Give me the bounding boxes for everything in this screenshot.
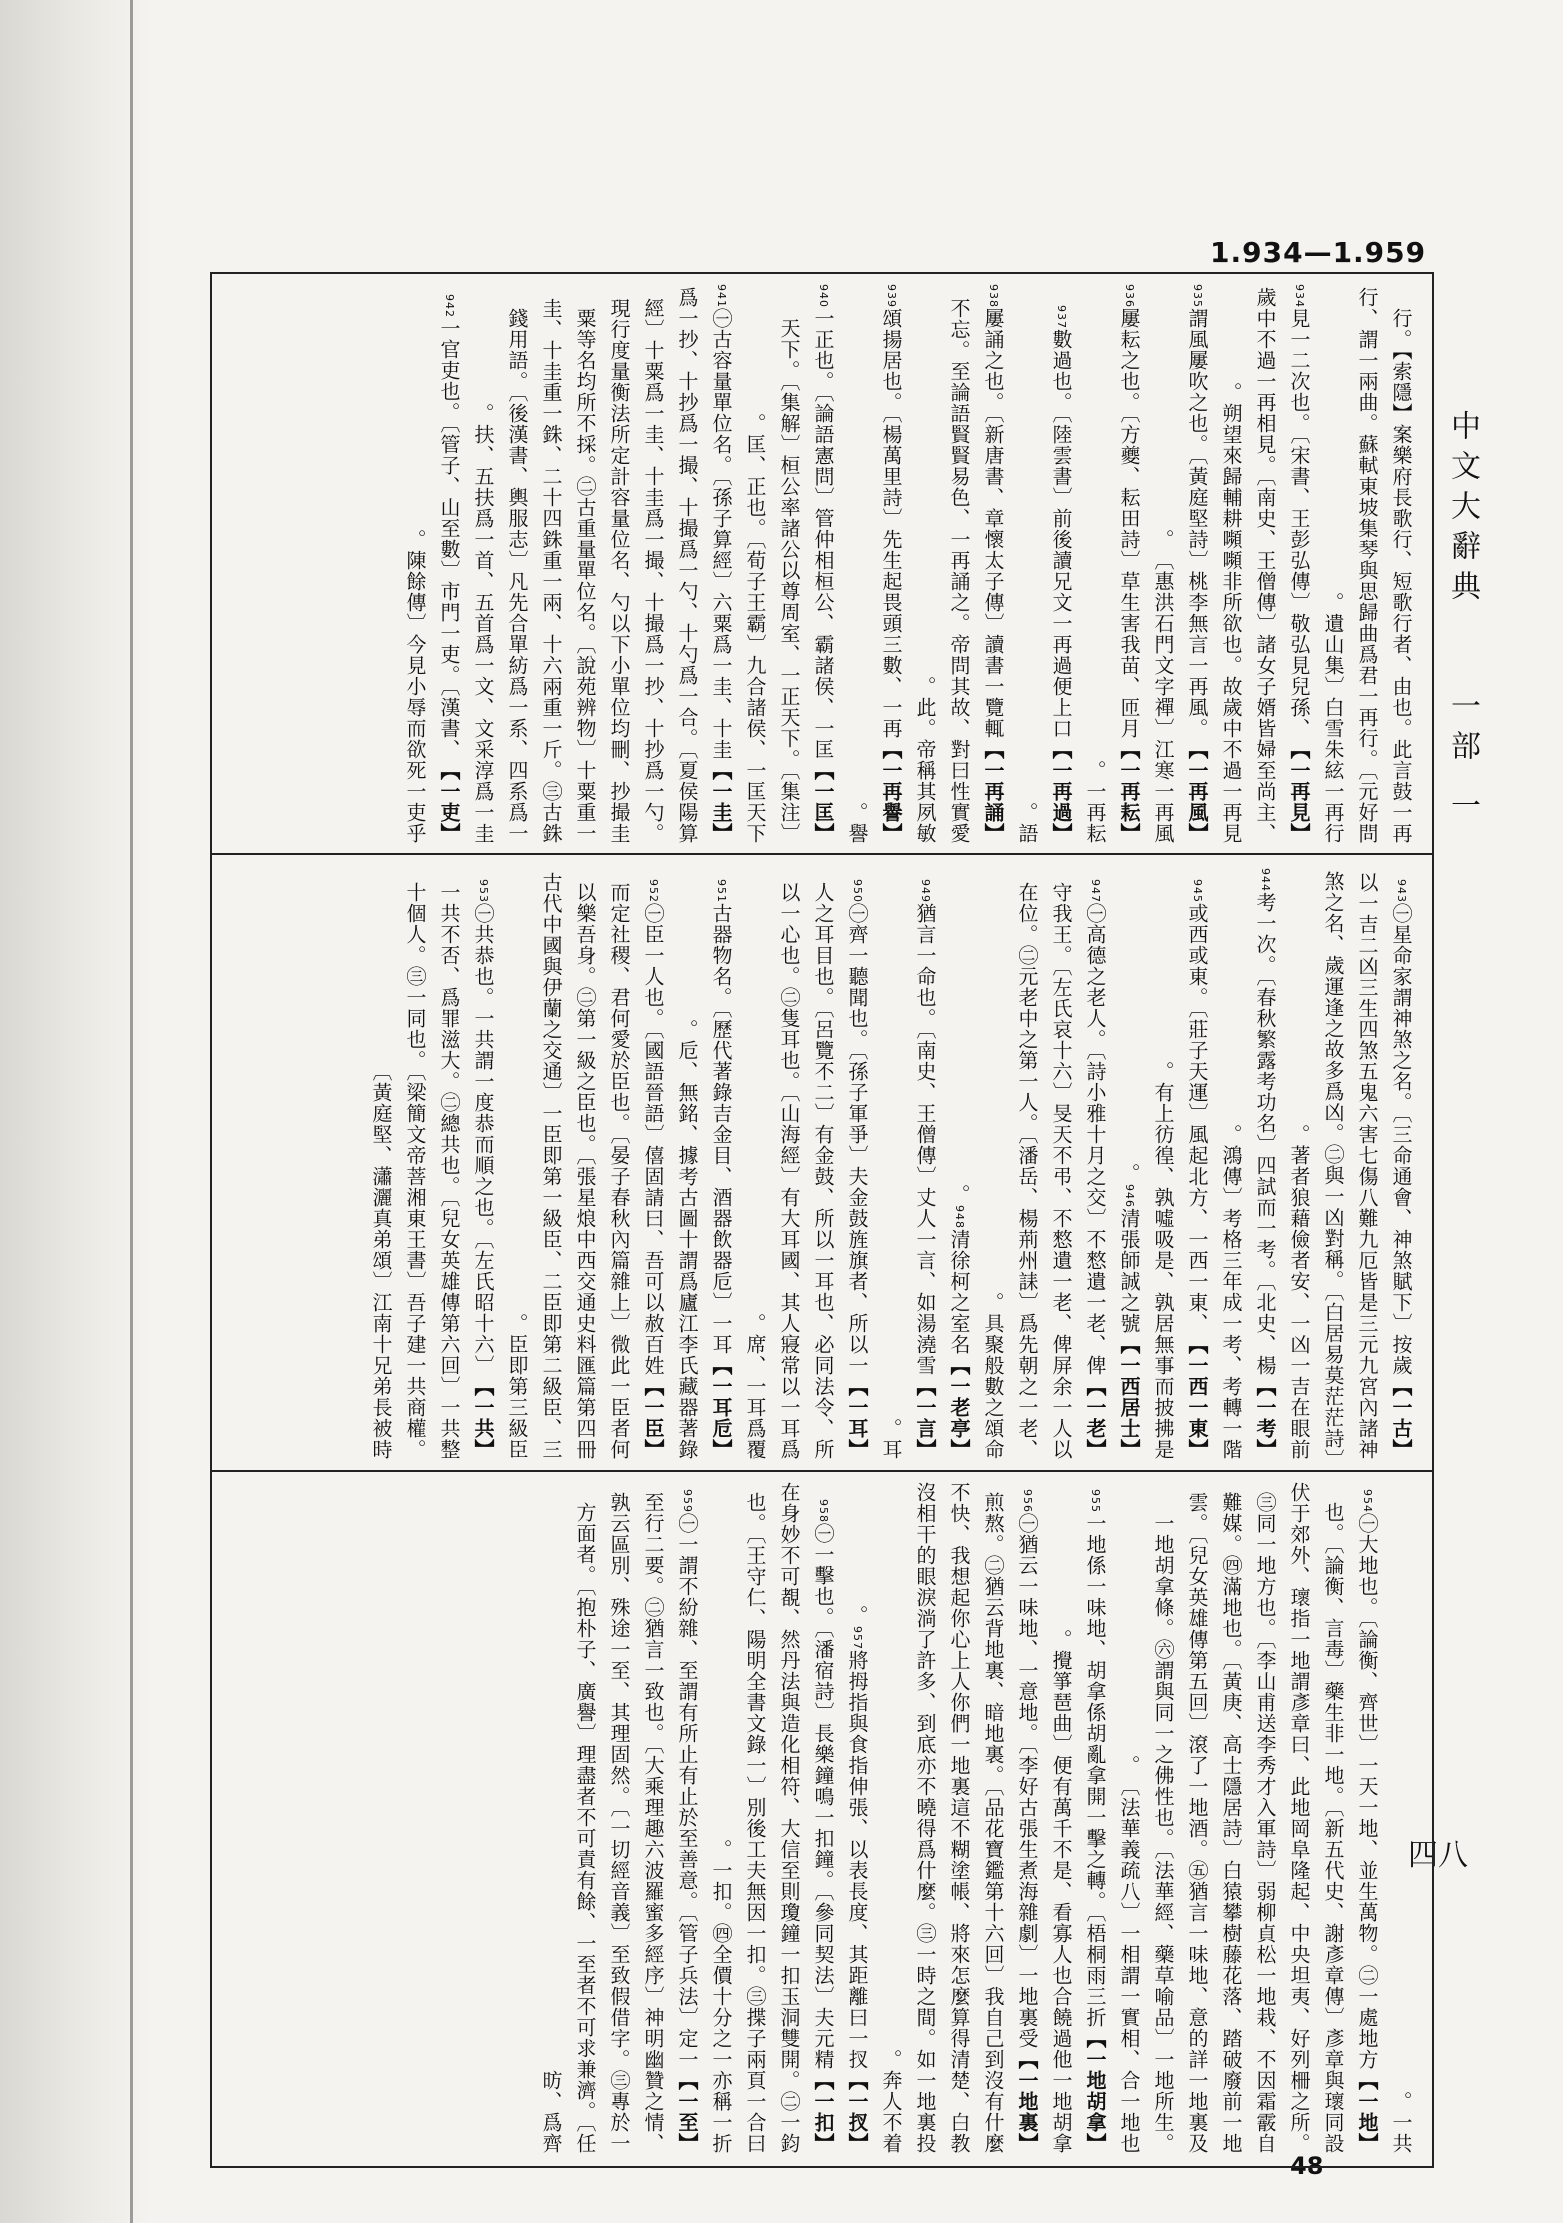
entry-number: 939 [885, 284, 898, 308]
entry-number: 956 [1021, 1489, 1034, 1513]
entry-number: 937 [1055, 305, 1068, 329]
dictionary-entry [466, 284, 738, 844]
entry-definition: 頌揚居也。〔楊萬里詩〕先生起畏頭三數、一再譽。 [845, 308, 903, 844]
entry-definition: ㊀古容量單位名。〔孫子算經〕六粟爲一圭、十圭爲一抄、十抄爲一撮、十撮爲一勺、十勺爲一合。〔夏侯陽算經〕十粟爲一圭、十圭爲一撮、十撮爲一抄、十抄爲一勺。現行度量衡法所定計容量位名、勺以下小單位均刪、抄撮圭粟等名均所不採。㊁古重量單位名。〔說苑辨物〕十粟重一圭、十圭重一銖、二十四銖重一兩、十六兩重一斤。㊂古銖錢用語。〔後漢書、輿服志〕凡先合單紡爲一系、四系爲一扶、五扶爲一首、五首爲一文、文采淳爲一圭。 [471, 287, 733, 844]
entry-number: 934 [1293, 284, 1306, 308]
entry-number: 935 [1191, 284, 1204, 308]
entry-headword: 【一地胡拿】 [1083, 2028, 1107, 2154]
entry-number: 955 [1089, 1489, 1102, 1513]
entry-number: 944 [1259, 868, 1272, 892]
entry-number: 949 [919, 879, 932, 903]
entry-headword: 【一共】 [471, 1376, 495, 1460]
dictionary-entry [1112, 1482, 1384, 2154]
page-number: 48 [1290, 2152, 1324, 2180]
entry-headword: 【一吏】 [437, 760, 461, 844]
entry-headword: 【一扣】 [811, 2070, 835, 2154]
dictionary-entry [1384, 1482, 1418, 2154]
entry-definition: 見一二次也。〔宋書、王彭弘傳〕敬弘見兒孫、歲中不過一再相見。〔南史、王僧傳〕諸女子婿皆婦至尚主、朔望來歸輔耕嚬嚬非所欲也。故歲中不過一再見。 [1219, 287, 1311, 844]
dictionary-entry [1214, 284, 1316, 844]
running-title: 中文大辭典 [1445, 410, 1480, 610]
entry-definition: 古器物名。〔歷代著錄吉金目、酒器飲器卮〕一耳卮、無銘、據考古圖十謂爲廬江李氏藏器著錄。 [675, 903, 733, 1460]
entry-number: 954 [1361, 1489, 1374, 1513]
running-section: 一部 一 [1445, 690, 1480, 830]
dictionary-entry [704, 1482, 840, 2154]
entry-headword: 【一地裏】 [1015, 2049, 1039, 2154]
entry-number: 936 [1123, 284, 1136, 308]
entry-definition: 謂風屢吹之也。〔黃庭堅詩〕桃李無言一再風。〔惠洪石門文字禪〕江寒一再風。 [1151, 308, 1209, 844]
text-band-bottom [222, 1482, 1418, 2154]
entry-definition: 屢誦之也。〔新唐書、章懷太子傳〕讀書一覽輒不忘。至論語賢賢易色、一再誦之。帝問其故、對曰性實愛此。帝稱其夙敏。 [913, 298, 1005, 844]
entry-headword: 【一耳卮】 [709, 1355, 733, 1460]
entry-headword: 【一臣】 [641, 1376, 665, 1460]
entry-number: 953 [477, 879, 490, 903]
entry-definition: 屢耘之也。〔方夔、耘田詩〕草生害我苗、匝月一再耘。 [1083, 308, 1141, 844]
dictionary-entry [942, 866, 976, 1460]
entry-headword: 【一耳】 [845, 1376, 869, 1460]
entry-headword: 【一再風】 [1185, 739, 1209, 844]
dictionary-entry [1112, 866, 1146, 1460]
entry-number: 942 [443, 294, 456, 318]
entry-headword: 【一言】 [913, 1376, 937, 1460]
entry-definition: 行。【索隱】案樂府長歌行、短歌行者、由也。此言鼓一再行、謂一兩曲。蘇軾東坡集琴與思歸曲爲君一再行。〔元好問遺山集〕白雪朱絃一再行。 [1321, 287, 1413, 844]
dictionary-entry [500, 866, 670, 1460]
dictionary-entry [364, 866, 500, 1460]
page-number-cjk: 四八 [1408, 1838, 1468, 1873]
dictionary-entry [738, 284, 840, 844]
entry-definition: 一共。 [1389, 2091, 1413, 2154]
dictionary-entry [1316, 284, 1418, 844]
entry-definition: 猶言一命也。〔南史、王僧傳〕丈人一言、如湯澆雪耳。 [879, 903, 937, 1460]
dictionary-entry [738, 866, 874, 1460]
entry-definition: 將拇指與食指伸張、以表長度、其距離曰一扠。 [845, 1605, 869, 2070]
entry-number: 938 [987, 284, 1000, 308]
entry-headword: 【一老亭】 [947, 1355, 971, 1460]
entry-number: 951 [715, 879, 728, 903]
dictionary-entry [1214, 866, 1282, 1460]
entry-definition: 考一次。〔春秋繁露考功名〕四試而一考。〔北史、楊鴻傳〕考格三年成一考、考轉一階。 [1219, 892, 1277, 1460]
dictionary-entry [398, 284, 466, 844]
entry-headword: 【一古】 [1389, 1376, 1413, 1460]
entry-headword: 【一圭】 [709, 760, 733, 844]
entry-definition: ㊀共恭也。一共謂一度恭而順之也。〔左氏昭十六〕一共不否、爲罪滋大。㊁總共也。〔兒女英雄傳第六回〕一共整十個人。㊂一同也。〔梁簡文帝菩湘東王書〕吾子建一共商權。〔黃庭堅、瀟灑真弟頌〕江南十兄弟長被時 [369, 882, 495, 1460]
entry-headword: 【一再耘】 [1117, 739, 1141, 844]
dictionary-entry [874, 866, 942, 1460]
entry-definition: ㊀臣一人也。〔國語晉語〕僖固請曰、吾可以赦百姓而定社稷、君何愛於臣也。〔晏子春秋內篇雜上〕微此一臣者何以樂吾身。㊁第一級之臣也。〔張星烺中西交通史料匯篇第四冊古代中國與伊蘭之交通〕一臣即第一級臣、二臣即第二級臣、三臣即第三級臣。 [505, 872, 665, 1460]
dictionary-entry [1282, 866, 1418, 1460]
entry-number: 950 [851, 879, 864, 903]
entry-code-range: 1.934—1.959 [1210, 236, 1427, 269]
page-curl-edge [40, 0, 133, 2223]
entry-definition: ㊀齊一聽聞也。〔孫子軍爭〕夫金鼓旌旗者、所以一人之耳目也。〔呂覽不二〕有金鼓、所以一耳也、必同法令、所以一心也。㊁隻耳也。〔山海經〕有大耳國、其人寢常以一耳爲席、一耳爲覆。 [743, 882, 869, 1460]
dictionary-entry [534, 1482, 704, 2154]
entry-headword: 【一西一東】 [1185, 1334, 1209, 1460]
text-band-middle [222, 866, 1418, 1460]
entry-headword: 【一再誦】 [981, 739, 1005, 844]
entry-headword: 【一至】 [675, 2070, 699, 2154]
band-divider-2 [210, 1470, 1432, 1472]
entry-definition: 一地係一味地、胡拿係胡亂拿開一擊之轉。〔梧桐雨三折攪箏琶曲〕便有萬千不是、看寡人也合饒過他一地胡拿。 [1049, 1513, 1107, 2154]
dictionary-entry [840, 284, 908, 844]
entry-number: 943 [1395, 879, 1408, 903]
entry-definition: ㊀高德之老人。〔詩小雅十月之交〕不憗遺一老、俾守我王。〔左氏哀十六〕旻天不弔、不憗遺一老、俾屏余一人以在位。㊁元老中之第一人。〔潘岳、楊荊州誄〕爲先朝之一老、具聚般數之頌命。 [981, 882, 1107, 1460]
text-band-top [222, 284, 1418, 844]
entry-number: 947 [1089, 879, 1102, 903]
entry-definition: 數過也。〔陸雲書〕前後讀兄文一再過便上口語。 [1015, 329, 1073, 844]
entry-number: 940 [817, 284, 830, 308]
entry-definition: 一官吏也。〔管子、山至數〕市門一吏。〔漢書、陳餘傳〕今見小辱而欲死一吏乎。 [403, 318, 461, 844]
entry-headword: 【一再過】 [1049, 739, 1073, 844]
entry-number: 946 [1123, 1184, 1136, 1208]
entry-definition: ㊀大地也。〔論衡、齊世〕一天一地、並生萬物。㊁一處地方也。〔論衡、言毒〕藥生非一地。〔新五代史、謝彥章傳〕彥章與瓌同設伏于郊外、瓌指一地謂彥章曰、此地岡阜隆起、中央坦夷、好列柵之所。㊂同一地方也。〔李山甫送李秀才入軍詩〕弱柳貞松一地栽、不因霜霰自難媒。㊃滿地也。〔黃庚、高士隱居詩〕白猿攀樹藤花落、踏破廢前一地雲。〔兒女英雄傳第五回〕滾了一地酒。㊄猶言一味地、意的詳一地裏及一地胡拿條。㊅謂與同一之佛性也。〔法華經、藥草喻品〕一地所生。〔法華義疏八〕一相謂一實相、合一地也。 [1117, 1482, 1379, 2154]
entry-headword: 【一老】 [1083, 1376, 1107, 1460]
dictionary-entry [874, 1482, 1044, 2154]
entry-number: 945 [1191, 879, 1204, 903]
entry-definition: ㊀一謂不紛雜、至謂有所止有止於至善意。〔管子兵法〕定一至行二要。㊁猶言一致也。〔大乘理趣六波羅蜜多經序〕神明幽贊之情、孰云區別、殊途一至、其理固然。〔一切經音義〕至致假借字。㊂專於一方面者。〔抱朴子、廣譽〕理盡者不可責有餘、一至者不可求兼濟。〔任昉、爲齊 [539, 1492, 699, 2154]
entry-number: 952 [647, 879, 660, 903]
dictionary-entry [908, 284, 1010, 844]
entry-number: 959 [681, 1489, 694, 1513]
dictionary-entry [1078, 284, 1146, 844]
entry-definition: ㊀一擊也。〔潘宿詩〕長樂鐘鳴一扣鐘。〔參同契法〕夫元精在身妙不可覩、然丹法與造化相符、大信至則瓊鐘一扣玉洞雙開。㊁一鈞也。〔王守仁、陽明全書文錄一〕別後工夫無因一扣。㊂揲子兩頁一合曰一扣。㊃全價十分之一亦稱一折。 [709, 1482, 835, 2154]
entry-number: 948 [953, 1205, 966, 1229]
dictionary-entry [840, 1482, 874, 2154]
entry-number: 958 [817, 1499, 830, 1523]
entry-definition: 一正也。〔論語憲問〕管仲相桓公、霸諸侯、一匡天下。〔集解〕桓公率諸公以尊周室、一正天下。〔集注〕匡、正也。〔荀子王霸〕九合諸侯、一匡天下。 [743, 308, 835, 844]
entry-headword: 【一再譽】 [879, 739, 903, 844]
band-divider-1 [210, 853, 1432, 855]
dictionary-entry [1010, 284, 1078, 844]
entry-definition: 清張師誠之號。 [1117, 1163, 1141, 1334]
entry-headword: 【一再見】 [1287, 739, 1311, 844]
entry-definition: ㊀星命家謂神煞之名。〔三命通會、神煞賦下〕按歲以一吉二凶三生四煞五鬼六害七傷八難九厄皆是三元九宮內諸神煞之名、歲運逢之故多爲凶。㊁與一凶對稱。〔白居易莫茫茫詩〕著者狼藉儉者安、一凶一吉在眼前。 [1287, 871, 1413, 1460]
entry-headword: 【一西居士】 [1117, 1334, 1141, 1460]
entry-number: 941 [715, 284, 728, 308]
entry-definition: 或西或東。〔莊子天運〕風起北方、一西一東、有上彷徨、孰噓吸是、孰居無事而披拂是。 [1151, 903, 1209, 1460]
dictionary-entry [1146, 866, 1214, 1460]
entry-headword: 【一地】 [1355, 2070, 1379, 2154]
dictionary-entry [1044, 1482, 1112, 2154]
entry-number: 957 [851, 1626, 864, 1650]
dictionary-entry [976, 866, 1112, 1460]
entry-headword: 【一考】 [1253, 1376, 1277, 1460]
entry-headword: 【一匡】 [811, 760, 835, 844]
dictionary-entry [670, 866, 738, 1460]
dictionary-entry [1146, 284, 1214, 844]
entry-headword: 【一扠】 [845, 2070, 869, 2154]
entry-definition: 清徐柯之室名。 [947, 1184, 971, 1355]
entry-definition: ㊀猶云一味地、一意地。〔李好古張生煮海雜劇〕一地裏受煎熬。㊁猶云背地裏、暗地裏。〔品花寶鑑第十六回〕我自己到沒有什麼不快、我想起你心上人你們一地裏這不糊塗帳、將來怎麼算得清楚、白教沒相干的眼淚淌了許多、到底亦不曉得爲什麼。㊂一時之間。如一地裏投奔人不着。 [879, 1482, 1039, 2154]
